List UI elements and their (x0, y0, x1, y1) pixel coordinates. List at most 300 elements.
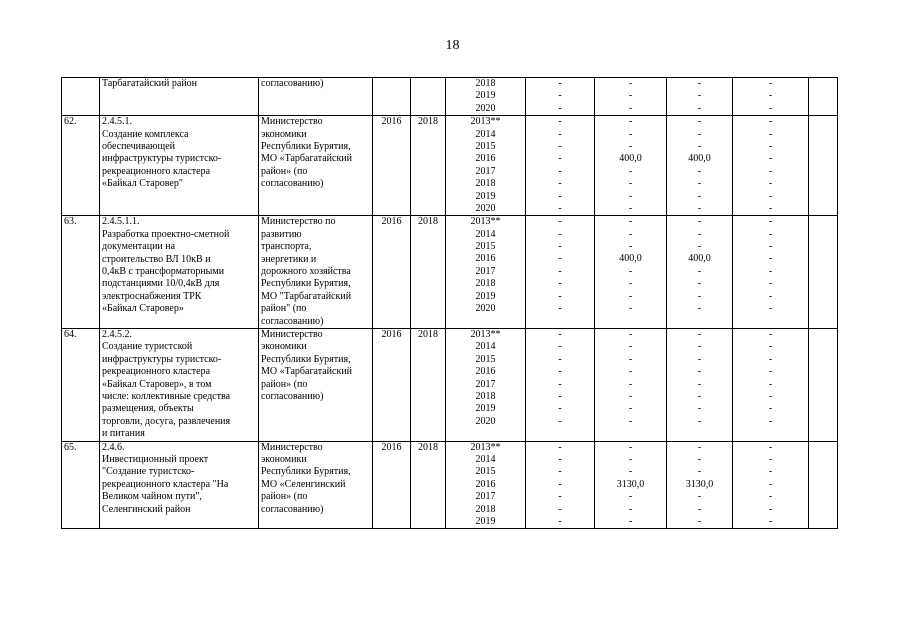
end-year-cell: 2018 (411, 116, 446, 216)
program-activities-table (61, 77, 838, 529)
funding-col1-cell-line: - (558, 253, 562, 265)
funding-col3-cell-line: - (697, 178, 702, 190)
funding-col3-cell (667, 328, 733, 441)
funding-col1-cell-line: - (558, 265, 562, 277)
executor-cell (259, 78, 373, 116)
funding-col2-cell-line: - (628, 202, 633, 214)
activity-name-cell-line: документации на (102, 241, 176, 253)
years-cell-line: 2017 (475, 491, 496, 503)
funding-col4-cell (733, 441, 809, 529)
funding-col3-cell-line: - (697, 78, 702, 89)
funding-col3-cell-line: - (697, 366, 702, 378)
funding-col5-cell-line (811, 191, 835, 203)
funding-col2-cell (595, 78, 667, 116)
funding-col4-cell-line: - (768, 216, 773, 228)
executor-cell-line: Министерство по (261, 216, 336, 228)
funding-col4-cell-line: - (768, 140, 773, 152)
executor-cell-line: Республики Бурятия, (261, 140, 351, 152)
years-cell-line: 2018 (475, 178, 496, 190)
funding-col1-cell-line: - (558, 190, 562, 202)
years-cell (446, 328, 526, 441)
funding-col1-cell-line: - (558, 390, 562, 402)
executor-cell-line: экономики (261, 128, 307, 140)
activity-name-cell-line: обеспечивающей (102, 140, 175, 152)
funding-col2-cell (595, 328, 667, 441)
years-cell (446, 78, 526, 116)
funding-col5-cell-line (811, 354, 835, 366)
funding-col4-cell-line: - (768, 403, 773, 415)
end-year-cell: 2018 (411, 441, 446, 529)
activity-name-cell-line: Селенгинский район (102, 503, 191, 515)
funding-col2-cell-line: - (628, 265, 633, 277)
activity-name-cell (100, 116, 259, 216)
funding-col2-cell-line: - (628, 415, 633, 427)
funding-col1-cell-line: - (558, 116, 562, 128)
funding-col3-cell-line: 400,0 (688, 153, 711, 165)
funding-col4-cell-line: - (768, 128, 773, 140)
row-number-cell (62, 78, 100, 116)
funding-col5-cell-line (811, 90, 835, 102)
funding-col3-cell-line: - (697, 290, 702, 302)
funding-col1-cell-line: - (558, 491, 562, 503)
funding-col2-cell-line: 3130,0 (616, 478, 645, 490)
activity-name-cell-line: строительство ВЛ 10кВ и (102, 253, 211, 265)
executor-cell-line: МО «Селенгинский (261, 478, 346, 490)
funding-col3-cell-line: - (697, 378, 702, 390)
funding-col2-cell-line: - (628, 102, 633, 114)
funding-col5-cell-line (811, 78, 835, 90)
funding-col1-cell (526, 116, 595, 216)
funding-col3-cell-line: - (697, 515, 702, 527)
funding-col1-cell-line: - (558, 90, 562, 102)
funding-col3-cell-line: - (697, 116, 702, 128)
executor-cell-line: район» (по (261, 165, 308, 177)
executor-cell (259, 116, 373, 216)
funding-col5-cell-line (811, 266, 835, 278)
executor-cell-line: согласованию) (261, 78, 324, 89)
activity-name-cell-line: Разработка проектно-сметной (102, 228, 230, 240)
funding-col5-cell-line (811, 166, 835, 178)
funding-col4-cell-line: - (768, 454, 773, 465)
years-cell-line: 2019 (475, 403, 496, 415)
years-cell (446, 116, 526, 216)
start-year-cell: 2016 (373, 116, 411, 216)
activity-name-cell (100, 78, 259, 116)
funding-col5-cell (809, 441, 838, 529)
activity-name-cell-line: "Создание туристско- (102, 466, 195, 478)
executor-cell-line: экономики (261, 454, 307, 466)
activity-name-cell-line: «Байкал Старовер», в том (102, 378, 212, 390)
funding-col4-cell-line: - (768, 178, 773, 190)
executor-cell-line: согласованию) (261, 315, 324, 327)
funding-col1-cell-line: - (558, 303, 562, 315)
activity-name-cell-line: «Байкал Старовер" (102, 178, 183, 190)
table-row (62, 441, 838, 529)
years-cell-line: 2018 (475, 78, 496, 89)
executor-cell-line: транспорта, (261, 241, 312, 253)
years-cell-line: 2013** (470, 116, 501, 128)
funding-col4-cell-line: - (768, 78, 773, 89)
funding-col2-cell-line: 400,0 (619, 253, 642, 265)
activity-name-cell-line: «Байкал Старовер» (102, 303, 184, 315)
funding-col5-cell-line (811, 442, 835, 454)
table-row (62, 116, 838, 216)
funding-col1-cell-line: - (558, 515, 562, 527)
activity-name-cell-line: 2.4.5.1.1. (102, 216, 140, 228)
activity-name-cell-line: 2.4.5.1. (102, 116, 132, 128)
funding-col1-cell-line: - (558, 140, 562, 152)
executor-cell (259, 328, 373, 441)
funding-col4-cell-line: - (768, 478, 773, 490)
funding-col2-cell-line: - (628, 353, 633, 365)
funding-col5-cell-line (811, 241, 835, 253)
years-cell-line: 2015 (475, 140, 496, 152)
funding-col4-cell-line: - (768, 290, 773, 302)
years-cell-line: 2016 (475, 366, 496, 378)
funding-col1-cell-line: - (558, 341, 562, 353)
funding-col1-cell-line: - (558, 241, 562, 253)
activity-name-cell-line: 2.4.6. (102, 441, 125, 453)
activity-name-cell (100, 441, 259, 529)
funding-col3-cell-line: - (697, 140, 702, 152)
funding-col1-cell (526, 328, 595, 441)
start-year-cell: 2016 (373, 441, 411, 529)
activity-name-cell-line: электроснабжения ТРК (102, 290, 202, 302)
funding-col4-cell-line: - (768, 165, 773, 177)
funding-col5-cell-line (811, 203, 835, 215)
activity-name-cell-line: инфраструктуры туристско- (102, 353, 222, 365)
row-number-cell: 62. (62, 116, 100, 216)
activity-name-cell-line: Тарбагатайский район (102, 78, 198, 89)
activity-name-cell-line: инфраструктуры туристско- (102, 153, 222, 165)
funding-col1-cell-line: - (558, 441, 562, 453)
funding-col3-cell-line: 400,0 (688, 253, 711, 265)
executor-cell-line: согласованию) (261, 178, 324, 190)
funding-col3-cell (667, 216, 733, 329)
years-cell-line: 2017 (475, 378, 496, 390)
years-cell-line: 2017 (475, 165, 496, 177)
funding-col4-cell (733, 116, 809, 216)
activity-name-cell-line: Великом чайном пути", (102, 491, 202, 503)
funding-col3-cell-line: - (697, 454, 702, 465)
start-year-cell: 2016 (373, 328, 411, 441)
funding-col2-cell-line: - (628, 403, 633, 415)
start-year-cell: 2016 (373, 216, 411, 329)
years-cell-line: 2019 (475, 190, 496, 202)
funding-col2-cell-line: - (628, 503, 633, 515)
funding-col3-cell-line: - (697, 190, 702, 202)
funding-col3-cell-line: - (697, 403, 702, 415)
funding-col2-cell-line: - (628, 366, 633, 378)
funding-col3-cell-line: - (697, 466, 702, 478)
row-number-cell: 63. (62, 216, 100, 329)
end-year-cell (411, 78, 446, 116)
funding-col5-cell-line (811, 504, 835, 516)
activity-name-cell-line: рекреационного кластера (102, 366, 211, 378)
funding-col5-cell-line (811, 454, 835, 466)
funding-col4-cell-line: - (768, 202, 773, 214)
activity-name-cell-line: Создание туристской (102, 341, 193, 353)
executor-cell-line: МО «Тарбагатайский (261, 366, 353, 378)
funding-col2-cell (595, 216, 667, 329)
funding-col5-cell-line (811, 141, 835, 153)
funding-col2-cell-line: - (628, 140, 633, 152)
years-cell-line: 2018 (475, 278, 496, 290)
years-cell-line: 2015 (475, 353, 496, 365)
funding-col5-cell-line (811, 153, 835, 165)
activity-name-cell-line: рекреационного кластера (102, 165, 211, 177)
table-row (62, 216, 838, 329)
funding-col3-cell-line: 3130,0 (685, 478, 714, 490)
activity-name-cell (100, 328, 259, 441)
funding-col3-cell-line: - (697, 353, 702, 365)
executor-cell-line: дорожного хозяйства (261, 265, 351, 277)
funding-col5-cell-line (811, 129, 835, 141)
executor-cell-line: Министерство (261, 441, 323, 453)
funding-col1-cell-line: - (558, 366, 562, 378)
funding-col2-cell-line: - (628, 303, 633, 315)
activity-name-cell-line: 0,4кВ с трансформаторными (102, 265, 225, 277)
row-number-cell: 65. (62, 441, 100, 529)
funding-col4-cell-line: - (768, 328, 773, 340)
funding-col3-cell-line: - (697, 216, 702, 228)
years-cell-line: 2019 (475, 90, 496, 102)
funding-col4-cell-line: - (768, 116, 773, 128)
funding-col5-cell-line (811, 329, 835, 341)
funding-col4-cell-line: - (768, 341, 773, 353)
funding-col1-cell-line: - (558, 78, 562, 89)
funding-col2-cell-line: - (628, 178, 633, 190)
funding-col3-cell-line: - (697, 503, 702, 515)
funding-col4-cell-line: - (768, 90, 773, 102)
funding-col4-cell-line: - (768, 353, 773, 365)
years-cell-line: 2020 (475, 102, 496, 114)
funding-col2-cell-line: - (628, 228, 633, 240)
funding-col2-cell-line: - (628, 165, 633, 177)
years-cell-line: 2019 (475, 290, 496, 302)
funding-col1-cell-line: - (558, 415, 562, 427)
funding-col2-cell-line: - (628, 116, 633, 128)
funding-col3-cell-line: - (697, 165, 702, 177)
funding-col4-cell-line: - (768, 303, 773, 315)
funding-col1-cell-line: - (558, 454, 562, 465)
funding-col5-cell-line (811, 253, 835, 265)
funding-col2-cell (595, 441, 667, 529)
page-number: 18 (445, 38, 460, 53)
funding-col2-cell-line: - (628, 441, 633, 453)
years-cell (446, 216, 526, 329)
funding-col1-cell-line: - (558, 165, 562, 177)
funding-col2-cell-line: - (628, 190, 633, 202)
activity-name-cell-line: и питания (102, 428, 145, 440)
funding-col3-cell-line: - (697, 102, 702, 114)
executor-cell (259, 216, 373, 329)
activity-name-cell-line: подстанциями 10/0,4кВ для (102, 278, 220, 290)
funding-col1-cell-line: - (558, 403, 562, 415)
funding-col2-cell-line: - (628, 216, 633, 228)
funding-col3-cell-line: - (697, 241, 702, 253)
years-cell-line: 2013** (470, 328, 501, 340)
years-cell-line: 2020 (475, 303, 496, 315)
executor-cell-line: район» (по (261, 378, 308, 390)
row-number-cell: 64. (62, 328, 100, 441)
funding-col1-cell-line: - (558, 178, 562, 190)
funding-col5-cell-line (811, 216, 835, 228)
executor-cell-line: согласованию) (261, 390, 324, 402)
activity-name-cell-line: Создание комплекса (102, 128, 189, 140)
activity-name-cell-line: 2.4.5.2. (102, 328, 132, 340)
funding-col2-cell-line: - (628, 328, 633, 340)
funding-col1-cell-line: - (558, 503, 562, 515)
funding-col5-cell (809, 78, 838, 116)
funding-col1-cell-line: - (558, 378, 562, 390)
funding-col1-cell-line: - (558, 102, 562, 114)
funding-col2-cell-line: - (628, 278, 633, 290)
funding-col4-cell-line: - (768, 441, 773, 453)
funding-col5-cell-line (811, 516, 835, 528)
years-cell-line: 2020 (475, 202, 496, 214)
years-cell-line: 2014 (475, 454, 496, 465)
funding-col3-cell (667, 116, 733, 216)
executor-cell-line: согласованию) (261, 503, 324, 515)
funding-col2-cell-line: - (628, 241, 633, 253)
executor-cell-line: Республики Бурятия, (261, 466, 351, 478)
funding-col2-cell-line: - (628, 290, 633, 302)
executor-cell-line: район" (по (261, 303, 307, 315)
years-cell-line: 2016 (475, 253, 496, 265)
funding-col2-cell-line: - (628, 466, 633, 478)
funding-col2-cell-line: - (628, 128, 633, 140)
years-cell-line: 2015 (475, 466, 496, 478)
funding-col3-cell-line: - (697, 390, 702, 402)
funding-col4-cell-line: - (768, 102, 773, 114)
funding-col4-cell-line: - (768, 390, 773, 402)
funding-col1-cell (526, 78, 595, 116)
funding-col2-cell-line: - (628, 390, 633, 402)
funding-col1-cell (526, 216, 595, 329)
funding-col2-cell-line: 400,0 (619, 153, 642, 165)
funding-col5-cell-line (811, 291, 835, 303)
funding-col3-cell-line: - (697, 265, 702, 277)
funding-col3-cell-line: - (697, 202, 702, 214)
funding-col3-cell-line: - (697, 341, 702, 353)
funding-col3-cell-line: - (697, 491, 702, 503)
funding-col5-cell-line (811, 229, 835, 241)
funding-col4-cell-line: - (768, 153, 773, 165)
years-cell-line: 2013** (470, 441, 501, 453)
funding-col3-cell-line: - (697, 278, 702, 290)
funding-col4-cell (733, 328, 809, 441)
years-cell (446, 441, 526, 529)
funding-col1-cell-line: - (558, 466, 562, 478)
executor-cell-line: Республики Бурятия, (261, 353, 351, 365)
funding-col5-cell (809, 216, 838, 329)
funding-col5-cell-line (811, 341, 835, 353)
executor-cell-line: экономики (261, 341, 307, 353)
funding-col5-cell-line (811, 491, 835, 503)
funding-col1-cell-line: - (558, 153, 562, 165)
funding-col4-cell-line: - (768, 253, 773, 265)
funding-col2-cell-line: - (628, 491, 633, 503)
funding-col5-cell-line (811, 403, 835, 415)
funding-col2-cell-line: - (628, 78, 633, 89)
funding-col3-cell-line: - (697, 90, 702, 102)
funding-col4-cell-line: - (768, 491, 773, 503)
funding-col2-cell-line: - (628, 90, 633, 102)
years-cell-line: 2014 (475, 128, 496, 140)
funding-col3-cell (667, 441, 733, 529)
funding-col5-cell-line (811, 278, 835, 290)
end-year-cell: 2018 (411, 216, 446, 329)
funding-col2-cell-line: - (628, 378, 633, 390)
activity-name-cell (100, 216, 259, 329)
funding-col1-cell-line: - (558, 202, 562, 214)
funding-col2-cell-line: - (628, 454, 633, 465)
funding-col1-cell-line: - (558, 353, 562, 365)
executor-cell-line: МО "Тарбагатайский (261, 290, 352, 302)
funding-col4-cell-line: - (768, 415, 773, 427)
executor-cell (259, 441, 373, 529)
funding-col3-cell-line: - (697, 415, 702, 427)
years-cell-line: 2014 (475, 341, 496, 353)
funding-col5-cell-line (811, 466, 835, 478)
start-year-cell (373, 78, 411, 116)
funding-col3-cell-line: - (697, 441, 702, 453)
funding-col4-cell-line: - (768, 241, 773, 253)
table-row (62, 78, 838, 116)
funding-col5-cell-line (811, 303, 835, 315)
funding-col5-cell-line (811, 479, 835, 491)
executor-cell-line: Министерство (261, 116, 323, 128)
funding-col1-cell-line: - (558, 478, 562, 490)
funding-col5-cell-line (811, 103, 835, 115)
funding-col5-cell (809, 328, 838, 441)
table-row (62, 328, 838, 441)
funding-col1-cell-line: - (558, 278, 562, 290)
funding-col1-cell-line: - (558, 328, 562, 340)
activity-name-cell-line: Инвестиционный проект (102, 454, 209, 466)
years-cell-line: 2018 (475, 503, 496, 515)
years-cell-line: 2013** (470, 216, 501, 228)
activity-name-cell-line: рекреационного кластера "На (102, 478, 229, 490)
years-cell-line: 2020 (475, 415, 496, 427)
funding-col5-cell-line (811, 391, 835, 403)
funding-col4-cell-line: - (768, 190, 773, 202)
executor-cell-line: район» (по (261, 491, 308, 503)
funding-col3-cell-line: - (697, 328, 702, 340)
funding-col4-cell (733, 78, 809, 116)
funding-col3-cell-line: - (697, 303, 702, 315)
executor-cell-line: развитию (261, 228, 302, 240)
funding-col5-cell-line (811, 116, 835, 128)
executor-cell-line: энергетики и (261, 253, 317, 265)
activity-name-cell-line: размещения, объекты (102, 403, 194, 415)
funding-col4-cell-line: - (768, 515, 773, 527)
funding-col4-cell-line: - (768, 466, 773, 478)
funding-col4-cell-line: - (768, 278, 773, 290)
funding-col3-cell-line: - (697, 128, 702, 140)
executor-cell-line: МО «Тарбагатайский (261, 153, 353, 165)
funding-col1-cell-line: - (558, 228, 562, 240)
funding-col4-cell-line: - (768, 503, 773, 515)
funding-col5-cell-line (811, 178, 835, 190)
funding-col1-cell-line: - (558, 290, 562, 302)
executor-cell-line: Министерство (261, 328, 323, 340)
years-cell-line: 2018 (475, 390, 496, 402)
end-year-cell: 2018 (411, 328, 446, 441)
years-cell-line: 2017 (475, 265, 496, 277)
funding-col4-cell-line: - (768, 228, 773, 240)
